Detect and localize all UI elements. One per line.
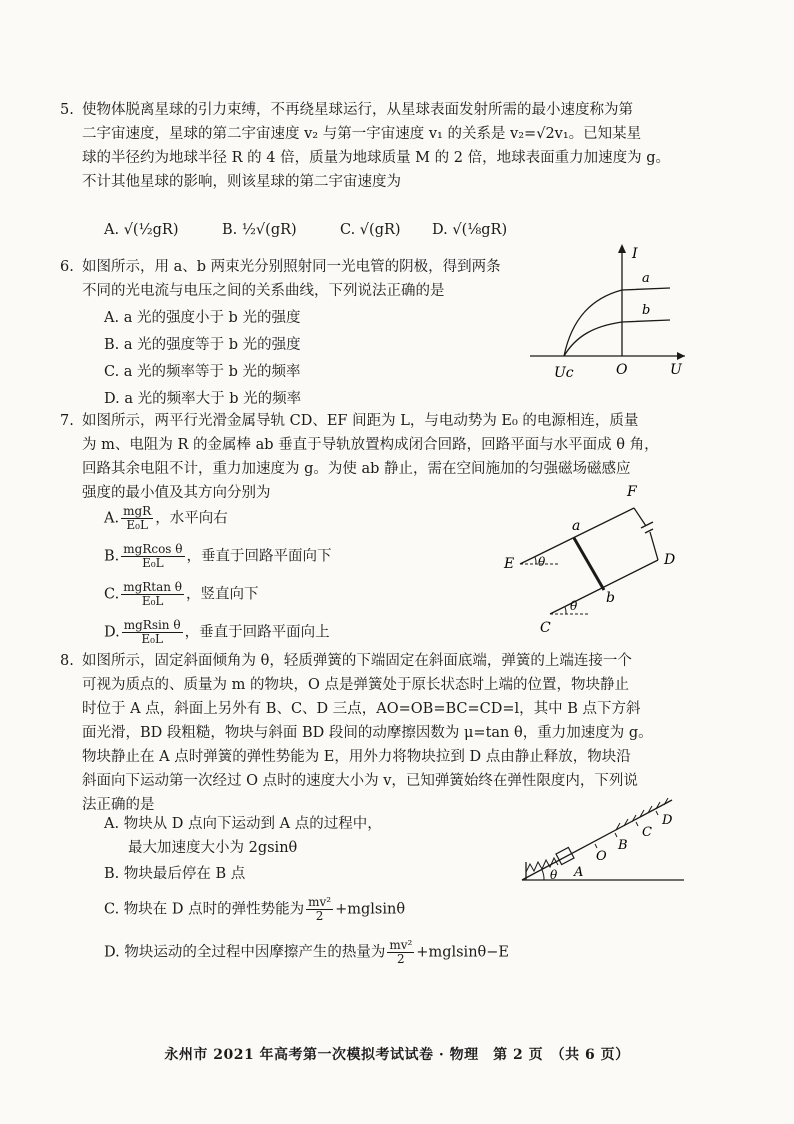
label-b: B bbox=[618, 838, 628, 853]
label-theta: θ bbox=[550, 868, 558, 882]
question-6 bbox=[60, 255, 562, 303]
q6-number: 6. bbox=[60, 259, 74, 275]
label-a: A bbox=[574, 865, 584, 880]
q7-number: 7. bbox=[60, 413, 74, 429]
q8-incline-figure bbox=[512, 792, 692, 888]
q7-rail-figure bbox=[500, 478, 700, 638]
q7-line1: 7. 如图所示，两平行光滑金属导轨 CD、EF 间距为 L，与电动势为 E₀ 的电源相连，质量 bbox=[82, 409, 694, 433]
q7-option-a[interactable]: A. $\frac{\text{mgR}}{\text{E₀L}}$ ，水平向右 bbox=[104, 504, 228, 532]
q8-option-b[interactable]: B. 物块最后停在 B 点 bbox=[104, 866, 246, 882]
q5-line1: 5. 使物体脱离星球的引力束缚，不再绕星球运行，从星球表面发射所需的最小速度称为第 bbox=[82, 98, 694, 122]
label-b: b bbox=[606, 590, 615, 606]
q5-option-b[interactable]: B. ½√(gR) bbox=[222, 222, 297, 238]
q8-option-c[interactable]: C. 物块在 D 点时的弹性势能为 $\frac{\text{mv²}}{2}$ +mglsinθ bbox=[104, 895, 406, 923]
y-axis-arrow-icon bbox=[618, 244, 626, 253]
curve-b-label: b bbox=[642, 303, 651, 318]
q8-option-a[interactable]: A. 物块从 D 点向下运动到 A 点的过程中， 最大加速度大小为 2gsinθ bbox=[104, 816, 382, 856]
label-a: a bbox=[572, 518, 581, 534]
q6-options bbox=[104, 305, 301, 413]
q5-option-d[interactable]: D. √(⅛gR) bbox=[432, 222, 508, 238]
q8-options bbox=[104, 812, 509, 966]
q5-number: 5. bbox=[60, 102, 74, 118]
graph-origin-label: O bbox=[616, 362, 628, 378]
page-footer: 永州市 2021 年高考第一次模拟考试试卷 · 物理 第 2 页 （共 6 页） bbox=[164, 1047, 630, 1063]
q6-option-a[interactable]: A. a 光的强度小于 b 光的强度 bbox=[104, 310, 301, 326]
curve-a-label: a bbox=[642, 271, 650, 286]
q7-line4: 强度的最小值及其方向分别为 bbox=[82, 485, 271, 501]
label-d: D bbox=[662, 813, 673, 828]
q8-line6: 斜面向下运动第一次经过 O 点时的速度大小为 v，已知弹簧始终在弹性限度内，下列说 bbox=[82, 773, 638, 789]
q6-option-b[interactable]: B. a 光的强度等于 b 光的强度 bbox=[104, 337, 301, 353]
q6-option-d[interactable]: D. a 光的频率大于 b 光的频率 bbox=[104, 391, 302, 407]
label-c: C bbox=[642, 825, 652, 840]
q8-line1: 8. 如图所示，固定斜面倾角为 θ，轻质弹簧的下端固定在斜面底端，弹簧的上端连接一个 bbox=[82, 649, 694, 673]
label-d: D bbox=[664, 552, 676, 568]
q8-line4: 面光滑，BD 段粗糙，物块与斜面 BD 段间的动摩擦因数为 μ=tan θ，重力加速度为 g。 bbox=[82, 725, 653, 741]
q8-line7: 法正确的是 bbox=[82, 797, 155, 813]
label-o: O bbox=[596, 849, 607, 864]
graph-y-label: I bbox=[632, 246, 638, 262]
label-theta-2: θ bbox=[570, 599, 578, 613]
battery-long-plate bbox=[641, 522, 653, 528]
q7-option-d[interactable]: D. $\frac{\text{mgRsin θ}}{\text{E₀L}}$ ，垂直于回路平面向上 bbox=[104, 618, 330, 646]
metal-rod-ab bbox=[574, 538, 604, 590]
q7-options bbox=[104, 505, 332, 657]
curve-b bbox=[564, 320, 670, 356]
block bbox=[556, 847, 574, 864]
q8-number: 8. bbox=[60, 653, 74, 669]
q8-line2: 可视为质点的、质量为 m 的物块，O 点是弹簧处于原长状态时上端的位置，物块静止 bbox=[82, 677, 629, 693]
q7-option-c[interactable]: C. $\frac{\text{mgRtan θ}}{\text{E₀L}}$ ，竖直向下 bbox=[104, 580, 259, 608]
q5-option-c[interactable]: C. √(gR) bbox=[340, 222, 401, 238]
question-5 bbox=[60, 98, 694, 194]
q7-line3: 回路其余电阻不计，重力加速度为 g。为使 ab 静止，需在空间施加的匀强磁场磁感应 bbox=[82, 461, 631, 477]
q8-line5: 物块静止在 A 点时弹簧的弹性势能为 E，用外力将物块拉到 D 点由静止释放，物块沿 bbox=[82, 749, 631, 765]
q6-iv-graph bbox=[520, 240, 690, 382]
graph-x-label: U bbox=[670, 362, 682, 378]
x-axis-arrow-icon bbox=[677, 352, 685, 360]
label-f: F bbox=[627, 484, 637, 500]
graph-uc-label: Uc bbox=[554, 365, 574, 381]
q6-option-c[interactable]: C. a 光的频率等于 b 光的频率 bbox=[104, 364, 301, 380]
curve-a bbox=[564, 288, 670, 356]
battery-short-plate bbox=[645, 529, 653, 533]
label-c: C bbox=[540, 620, 551, 636]
q5-line2: 二宇宙速度，星球的第二宇宙速度 v₂ 与第一宇宙速度 v₁ 的关系是 v₂=√2v₁。已知某星 bbox=[82, 126, 642, 142]
q7-option-b[interactable]: B. $\frac{\text{mgRcos θ}}{\text{E₀L}}$ ，垂直于回路平面向下 bbox=[104, 542, 332, 570]
incline-surface bbox=[522, 800, 672, 880]
q6-line1: 6. 如图所示，用 a、b 两束光分别照射同一光电管的阴极，得到两条 bbox=[82, 255, 562, 279]
q7-line2: 为 m、电阻为 R 的金属棒 ab 垂直于导轨放置构成闭合回路，回路平面与水平面成 θ 角， bbox=[82, 437, 659, 453]
label-e: E bbox=[504, 556, 515, 572]
q8-line3: 时位于 A 点，斜面上另外有 B、C、D 三点，AO=OB=BC=CD=l，其中 B 点下方斜 bbox=[82, 701, 641, 717]
q5-line3: 球的半径约为地球半径 R 的 4 倍，质量为地球质量 M 的 2 倍，地球表面重力加速度为 g。 bbox=[82, 150, 670, 166]
q5-line4: 不计其他星球的影响，则该星球的第二宇宙速度为 bbox=[82, 174, 401, 190]
q5-option-a[interactable]: A. √(½gR) bbox=[104, 222, 179, 238]
q6-line2: 不同的光电流与电压之间的关系曲线，下列说法正确的是 bbox=[82, 283, 445, 299]
q8-option-d[interactable]: D. 物块运动的全过程中因摩擦产生的热量为 $\frac{\text{mv²}}{2}$ +mglsinθ−E bbox=[104, 938, 509, 966]
label-theta-1: θ bbox=[538, 555, 546, 569]
